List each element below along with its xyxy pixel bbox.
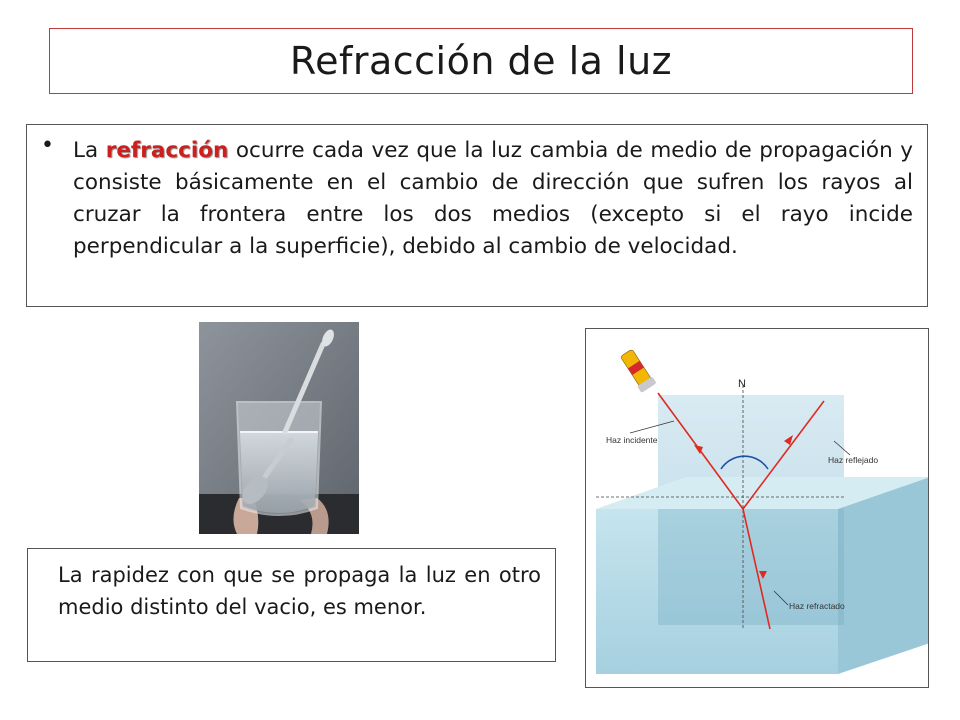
- spoon-in-glass-photo: [199, 322, 359, 534]
- note-box: [27, 548, 556, 662]
- title-box: [49, 28, 913, 94]
- definition-box: [26, 124, 928, 307]
- incident-label: Haz incidente: [606, 435, 658, 445]
- definition-prefix: La: [73, 138, 99, 163]
- water-side-face: [838, 477, 929, 674]
- keyword-refraccion: refracción: [105, 138, 229, 163]
- reflected-label: Haz reflejado: [828, 455, 879, 465]
- refracted-label: Haz refractado: [789, 601, 845, 611]
- definition-text: [73, 135, 913, 263]
- slide-title: Refracción de la luz: [289, 39, 673, 83]
- normal-label: N: [738, 378, 746, 390]
- definition-body: ocurre cada vez que la luz cambia de medio de propagación y consiste básicamente en el cambio de dirección que sufren los rayos al cruzar la frontera entre los dos medios (excepto si el rayo incide perpendicular a la superficie), debido al cambio de velocidad.: [73, 138, 913, 259]
- flashlight-icon: [619, 348, 657, 393]
- refraction-diagram: [585, 328, 929, 688]
- bullet-marker: •: [41, 133, 54, 158]
- note-text: La rapidez con que se propaga la luz en otro medio distinto del vacio, es menor.: [58, 563, 541, 619]
